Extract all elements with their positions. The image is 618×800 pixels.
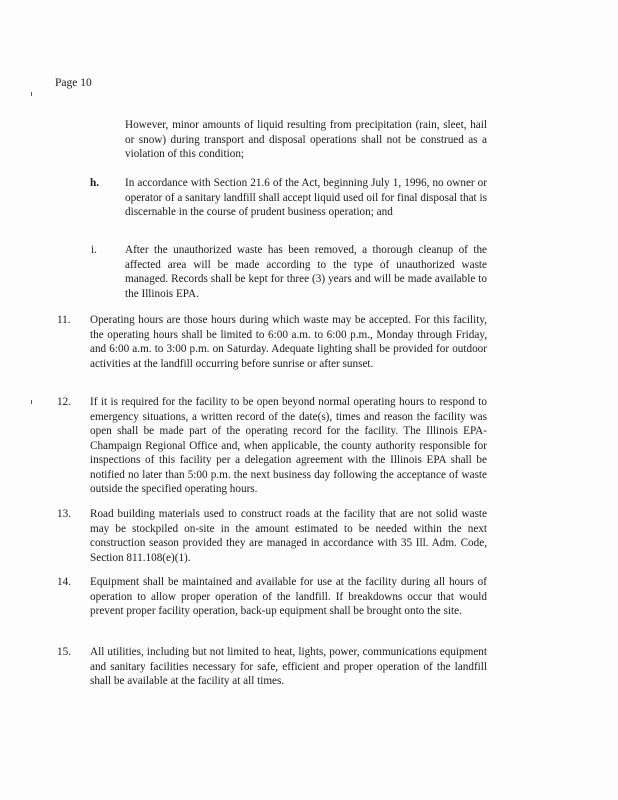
sub-item-marker-i: i. xyxy=(91,244,97,256)
sub-item-marker-h: h. xyxy=(90,177,100,189)
condition-text: If it is required for the facility to be open beyond normal operating hours to respond to emergency situations, a written record of the date(s), times and reason the facility was open shall be made part of the operating record for the facility. The Illinois EPA-Champaign Regional Office and, when applicable, the county authority responsible for inspections of this facility per a delegation agreement with the Illinois EPA shall be notified no later than 5:00 p.m. the next business day following the acceptance of waste outside the specified operating hours. xyxy=(90,396,487,495)
condition-number: 11. xyxy=(57,314,71,326)
condition-number: 13. xyxy=(57,508,71,520)
condition-text: Operating hours are those hours during which waste may be accepted. For this facility, the operating hours shall be limited to 6:00 a.m. to 6:00 p.m., Monday through Friday, and 6:00 a.m. to 3:00 p.m. on Saturday. Adequate lighting shall be provided for outdoor activities at the landfill occurring before sunrise or after sunset. xyxy=(90,314,487,370)
sub-item-i-text: After the unauthorized waste has been removed, a thorough cleanup of the affected area will be made according to the type of unauthorized waste managed. Records shall be kept for three (3) years and will be made available to the Illinois EPA. xyxy=(125,244,487,300)
scan-speck xyxy=(31,92,32,96)
condition-text: All utilities, including but not limited to heat, lights, power, communications equipment and sanitary facilities necessary for safe, efficient and proper operation of the landfill shall be available at the facility at all times. xyxy=(90,646,487,687)
condition-text: Road building materials used to construct roads at the facility that are not solid waste may be stockpiled on-site in the amount estimated to be needed within the next construction season provided they are managed in accordance with 35 Ill. Adm. Code, Section 811.108(e)(1). xyxy=(90,508,487,564)
page-number: Page 10 xyxy=(55,77,92,89)
condition-number: 12. xyxy=(57,396,71,408)
condition-number: 15. xyxy=(57,646,71,658)
scan-speck xyxy=(31,400,32,404)
sub-item-h-text: In accordance with Section 21.6 of the Act, beginning July 1, 1996, no owner or operator of a sanitary landfill shall accept liquid used oil for final disposal that is discernable in the course of prudent business operation; and xyxy=(125,177,487,218)
continuation-paragraph: However, minor amounts of liquid resulting from precipitation (rain, sleet, hail or snow) during transport and disposal operations shall not be construed as a violation of this condition; xyxy=(125,119,487,160)
condition-number: 14. xyxy=(57,576,71,588)
condition-text: Equipment shall be maintained and available for use at the facility during all hours of operation to allow proper operation of the landfill. If breakdowns occur that would prevent proper facility operation, back-up equipment shall be brought onto the site. xyxy=(90,576,487,617)
